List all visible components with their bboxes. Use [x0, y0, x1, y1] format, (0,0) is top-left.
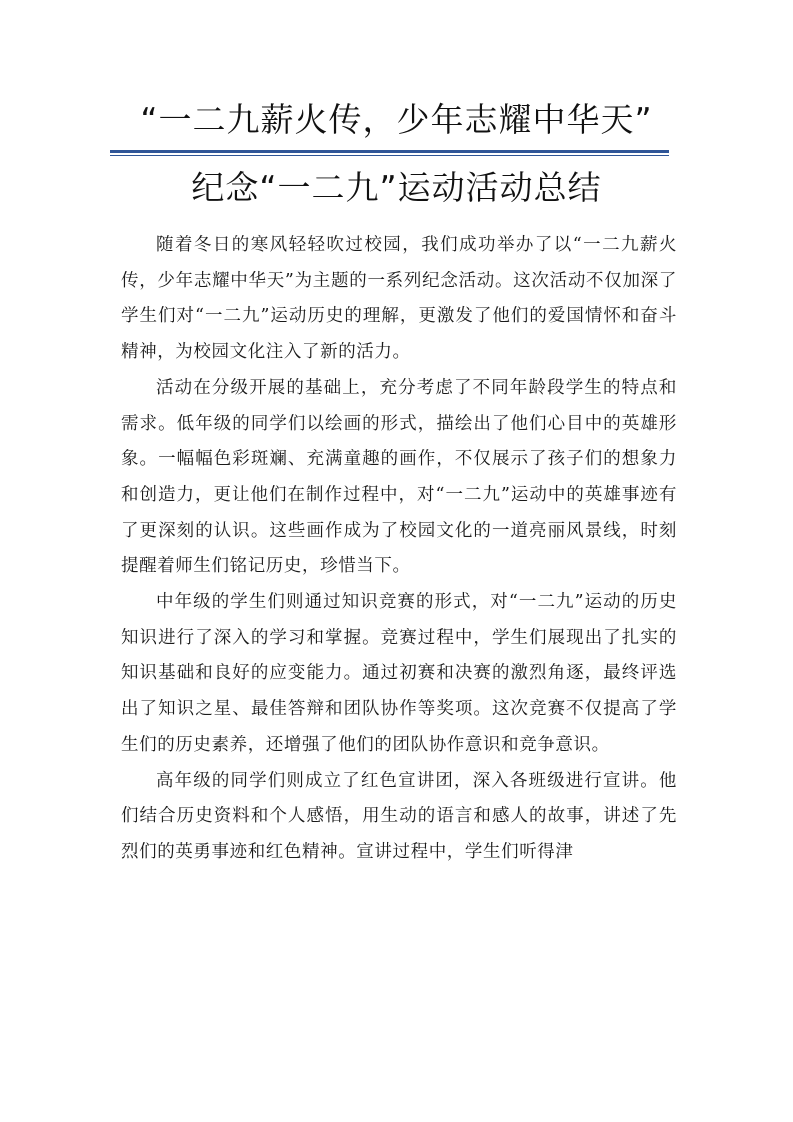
paragraph-3: 中年级的学生们则通过知识竞赛的形式，对“一二九”运动的历史知识进行了深入的学习和掌握。竞赛过程中，学生们展现出了扎实的知识基础和良好的应变能力。通过初赛和决赛的激烈角逐，最终评选出了知识之星、最佳答辩和团队协作等奖项。这次竞赛不仅提高了学生们的历史素养，还增强了他们的团队协作意识和竞争意识。: [121, 592, 677, 755]
paragraph-2: 活动在分级开展的基础上，充分考虑了不同年龄段学生的特点和需求。低年级的同学们以绘画的形式，描绘出了他们心目中的英雄形象。一幅幅色彩斑斓、充满童趣的画作，不仅展示了孩子们的想象力和创造力，更让他们在制作过程中，对“一二九”运动中的英雄事迹有了更深刻的认识。这些画作成为了校园文化的一道亮丽风景线，时刻提醒着师生们铭记历史，珍惜当下。: [121, 377, 677, 577]
document-title: “一二九薪火传，少年志耀中华天”: [140, 100, 653, 139]
title-divider-thick: [110, 150, 669, 153]
document-body: [121, 228, 677, 871]
paragraph-1: 随着冬日的寒风轻轻吹过校园，我们成功举办了以“一二九薪火传，少年志耀中华天”为主题的一系列纪念活动。这次活动不仅加深了学生们对“一二九”运动历史的理解，更激发了他们的爱国情怀和奋斗精神，为校园文化注入了新的活力。: [121, 235, 677, 363]
document-subtitle: 纪念“一二九”运动活动总结: [191, 168, 602, 207]
paragraph-4: 高年级的同学们则成立了红色宣讲团，深入各班级进行宣讲。他们结合历史资料和个人感悟，用生动的语言和感人的故事，讲述了先烈们的英勇事迹和红色精神。宣讲过程中，学生们听得津: [121, 770, 677, 862]
title-divider-thin: [110, 155, 669, 156]
